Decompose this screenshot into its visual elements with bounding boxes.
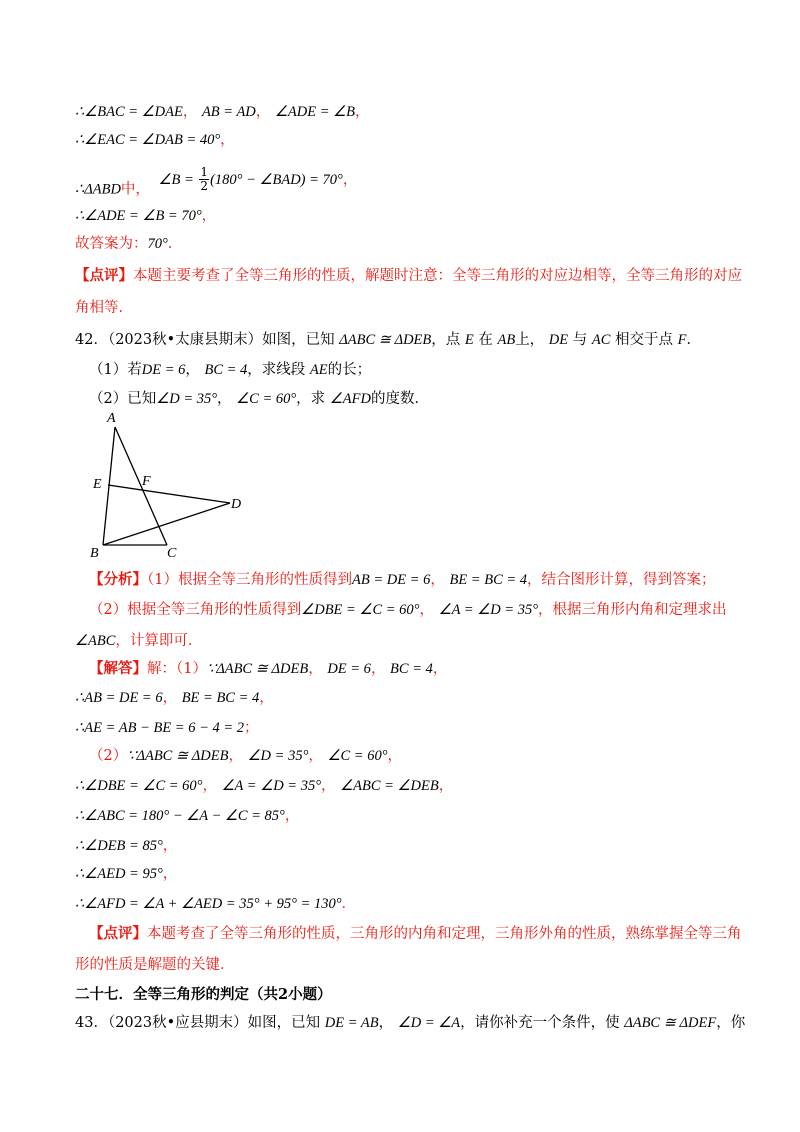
answer-line-2: ∴AB = DE = 6， BE = BC = 4， (75, 690, 274, 706)
solution-line-2: ∴∠EAC = ∠DAB = 40°， (75, 132, 235, 148)
triangle-figure (85, 405, 255, 565)
answer-line-1: 【解答】解：（1）∵ΔABC ≅ ΔDEB， DE = 6， BC = 4， (89, 660, 448, 677)
segment-ED (108, 485, 230, 503)
label-E: E (93, 477, 102, 492)
problem-42-stem: 42．（2023秋•太康县期末）如图，已知 ΔABC ≅ ΔDEB，点 E 在 AB上， DE 与 AC 相交于点 F． (75, 332, 701, 348)
answer-line-6: ∴∠ABC = 180° − ∠A − ∠C = 85°， (75, 808, 300, 824)
answer-line-9: ∴∠AFD = ∠A + ∠AED = 35° + 95° = 130°． (75, 896, 357, 912)
label-B: B (90, 546, 99, 561)
label-C: C (167, 546, 177, 561)
analysis-line-3: ∠ABC，计算即可． (75, 633, 203, 649)
comment-42-line-2: 形的性质是解题的关键． (75, 957, 235, 973)
comment-41-line-2: 角相等． (75, 300, 133, 316)
fraction-one-half: $\frac{1}{2}$ (200, 165, 209, 193)
problem-42-question-1: （1）若DE = 6， BC = 4，求线段 AE的长； (89, 362, 372, 378)
label-F: F (142, 474, 151, 489)
problem-42-question-2: （2）已知∠D = 35°， ∠C = 60°，求 ∠AFD的度数． (89, 391, 429, 407)
solution-line-4: ∴∠ADE = ∠B = 70°， (75, 208, 217, 224)
solution-line-1: ∴∠BAC = ∠DAE， AB = AD， ∠ADE = ∠B， (75, 104, 370, 120)
section-27-title: 二十七．全等三角形的判定（共2小题） (75, 986, 332, 1003)
answer-line-8: ∴∠AED = 95°， (75, 866, 178, 882)
label-D: D (231, 497, 242, 512)
analysis-line-2: （2）根据全等三角形的性质得到∠DBE = ∠C = 60°， ∠A = ∠D = 35°，根据三角形内角和定理求出 (89, 602, 727, 618)
answer-line-7: ∴∠DEB = 85°， (75, 838, 178, 854)
answer-line-5: ∴∠DBE = ∠C = 60°， ∠A = ∠D = 35°， ∠ABC = ∠DEB， (75, 778, 454, 794)
solution-line-3: ∴ΔABD中， ∠B = $\frac{1}{2}$ (180° − ∠BAD) = 70°， (75, 165, 358, 198)
answer-line-4: （2）∵ΔABC ≅ ΔDEB， ∠D = 35°， ∠C = 60°， (89, 748, 402, 764)
solution-line-5: 故答案为：70°． (75, 236, 183, 252)
comment-41-line-1: 【点评】本题主要考查了全等三角形的性质，解题时注意：全等三角形的对应边相等，全等三角形的对应 (75, 267, 742, 284)
analysis-line-1: 【分析】（1）根据全等三角形的性质得到AB = DE = 6， BE = BC = 4，结合图形计算，得到答案； (89, 571, 716, 588)
problem-43-stem: 43．（2023秋•应县期末）如图，已知 DE = AB， ∠D = ∠A，请你补充一个条件，使 ΔABC ≅ ΔDEF，你 (75, 1015, 746, 1031)
segment-AC (115, 427, 167, 545)
label-A: A (107, 411, 116, 426)
answer-line-3: ∴AE = AB − BE = 6 − 4 = 2； (75, 720, 259, 736)
segment-BD (103, 503, 230, 545)
comment-42-line-1: 【点评】本题考查了全等三角形的性质，三角形的内角和定理，三角形外角的性质，熟练掌握全等三角 (89, 925, 742, 942)
